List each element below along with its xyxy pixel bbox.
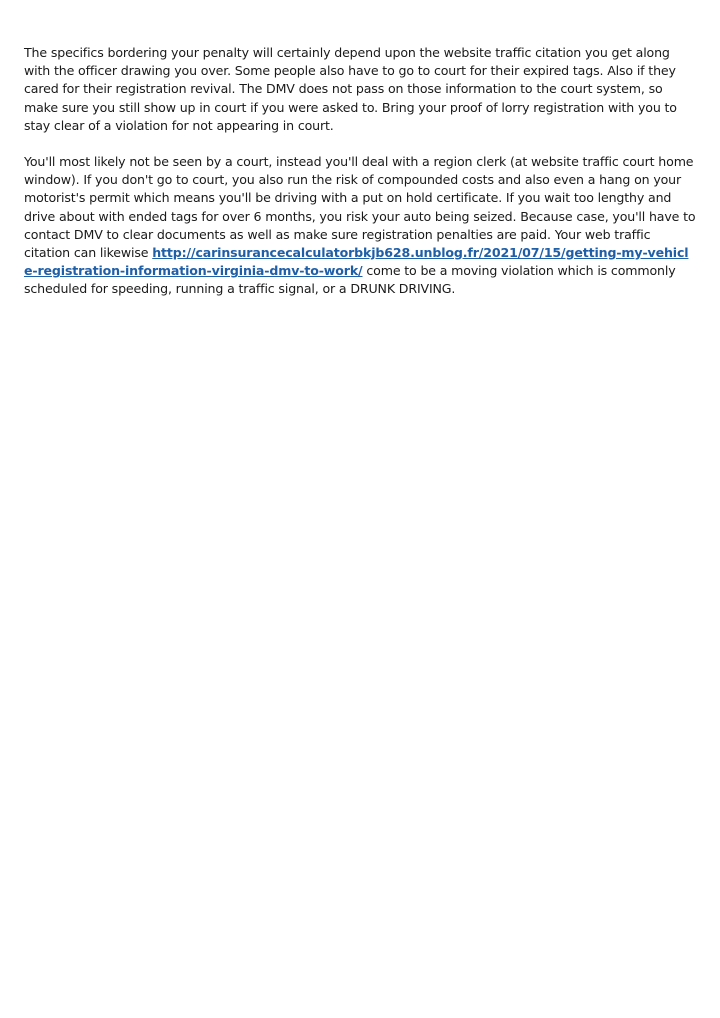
article-link[interactable]: http://carinsurancecalculatorbkjb628.unblog.fr/2021/07/15/getting-my-vehicle-registration-information-virginia-dmv-to-work/ xyxy=(24,245,689,279)
paragraph-2-text-before-link: You'll most likely not be seen by a court, instead you'll deal with a region clerk (at website traffic court home window). If you don't go to court, you also run the risk of compounded costs and also even a hang on your motorist's permit which means you'll be driving with a put on hold certificate. If you wait too lengthy and drive about with ended tags for over 6 months, you risk your auto being seized. Because case, you'll have to contact DMV to clear documents as well as make sure registration penalties are paid. Your web traffic citation can likewise xyxy=(24,154,696,261)
paragraph-2 xyxy=(24,153,696,299)
paragraph-1: The specifics bordering your penalty will certainly depend upon the website traffic citation you get along with the officer drawing you over. Some people also have to go to court for their expired tags. Also if they cared for their registration revival. The DMV does not pass on those information to the court system, so make sure you still show up in court if you were asked to. Bring your proof of lorry registration with you to stay clear of a violation for not appearing in court. xyxy=(24,45,677,133)
article-body xyxy=(24,44,696,317)
paragraph-2-text-after-link: come to be a moving violation which is commonly scheduled for speeding, running a traffic signal, or a DRUNK DRIVING. xyxy=(24,263,676,297)
